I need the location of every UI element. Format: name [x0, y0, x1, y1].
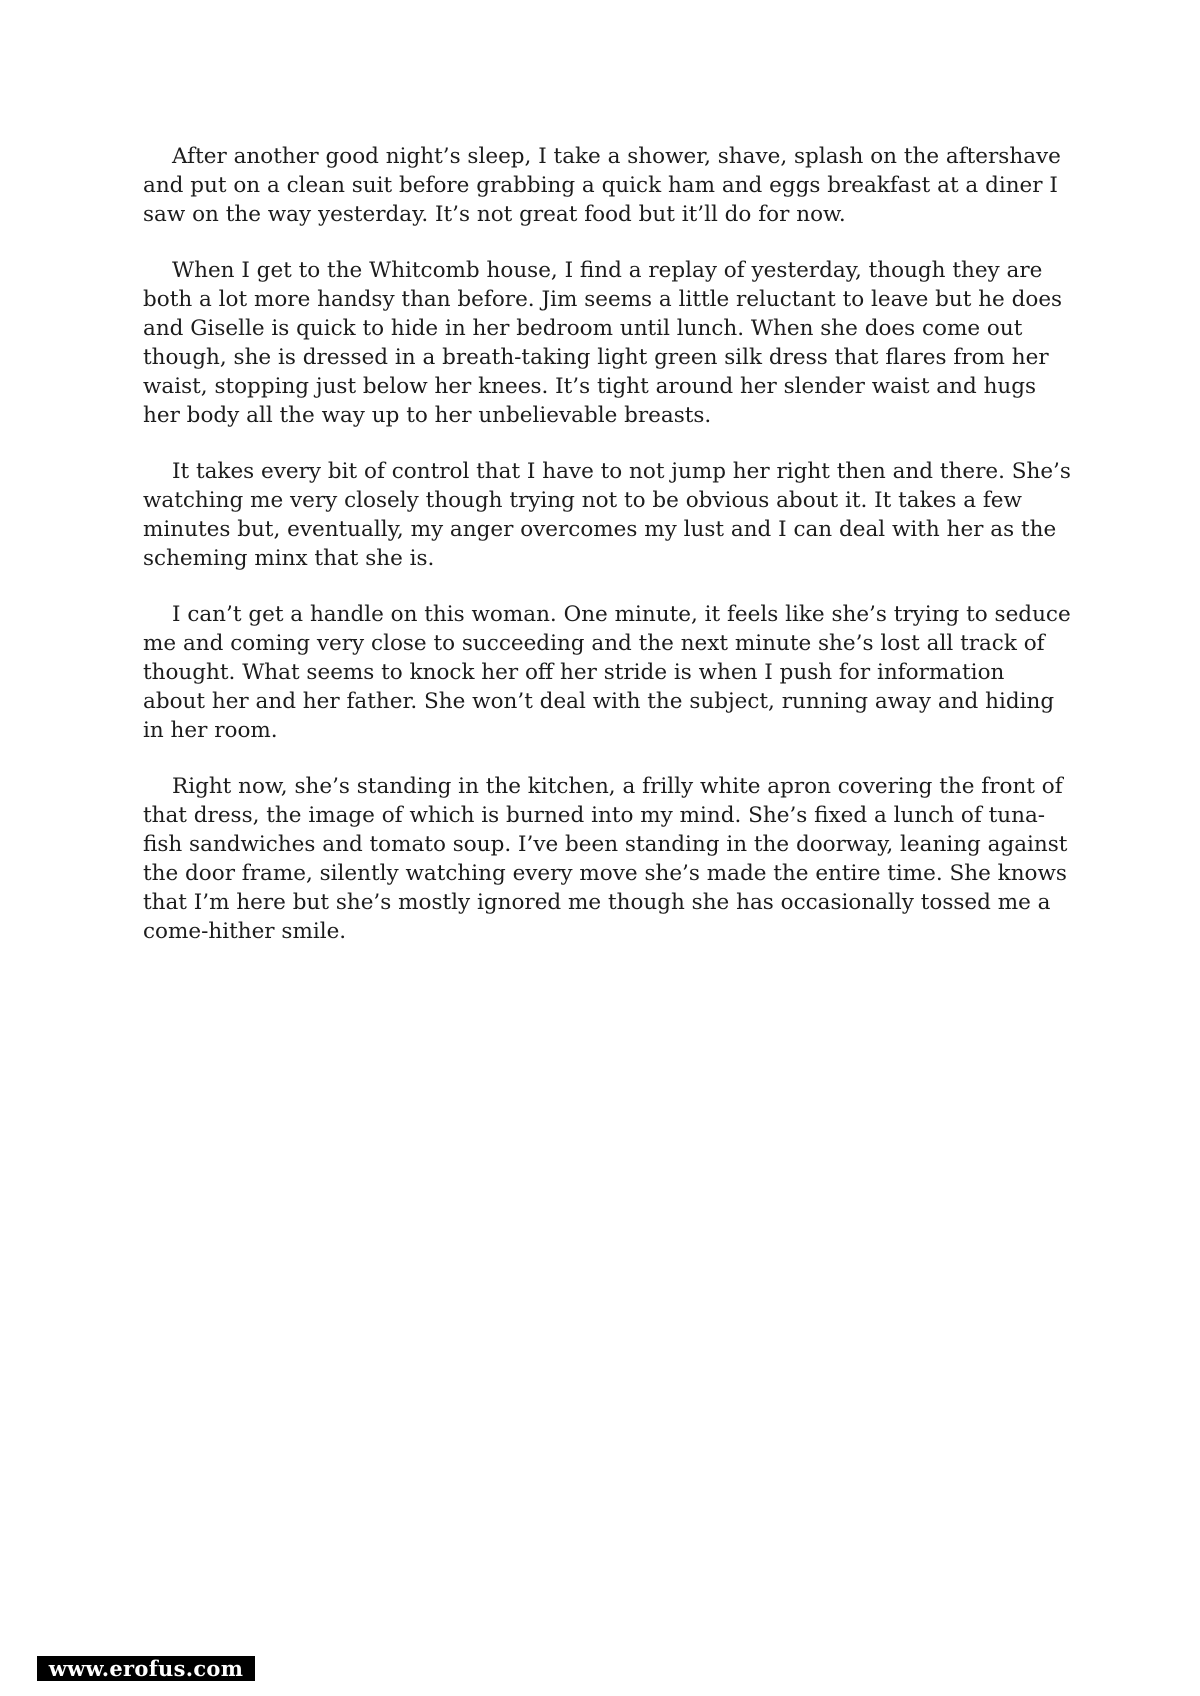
- paragraph-2: When I get to the Whitcomb house, I find a replay of yesterday, though they are both a lot more handsy than before. Jim seems a little reluctant to leave but he does and Giselle is quick to hide in her bedroom until lunch. When she does come out though, she is dressed in a breath-taking light green silk dress that flares from her waist, stopping just below her knees. It’s tight around her slender waist and hugs her body all the way up to her unbelievable breasts.: [143, 258, 1063, 428]
- paragraph-1: After another good night’s sleep, I take a shower, shave, splash on the aftershave and put on a clean suit before grabbing a quick ham and eggs breakfast at a diner I saw on the way yesterday. It’s not great food but it’ll do for now.: [143, 144, 1061, 227]
- paragraph-5: Right now, she’s standing in the kitchen, a frilly white apron covering the front of that dress, the image of which is burned into my mind. She’s fixed a lunch of tuna-fish sandwiches and tomato soup. I’ve been standing in the doorway, leaning against the door frame, silently watching every move she’s made the entire time. She knows that I’m here but she’s mostly ignored me though she has occasionally tossed me a come-hither smile.: [143, 774, 1068, 944]
- story-text: [143, 142, 1073, 973]
- site-watermark: www.erofus.com: [37, 1656, 255, 1681]
- paragraph-4: I can’t get a handle on this woman. One minute, it feels like she’s trying to seduce me and coming very close to succeeding and the next minute she’s lost all track of thought. What seems to knock her off her stride is when I push for information about her and her father. She won’t deal with the subject, running away and hiding in her room.: [143, 602, 1071, 743]
- paragraph-3: It takes every bit of control that I have to not jump her right then and there. She’s watching me very closely though trying not to be obvious about it. It takes a few minutes but, eventually, my anger overcomes my lust and I can deal with her as the scheming minx that she is.: [143, 459, 1071, 571]
